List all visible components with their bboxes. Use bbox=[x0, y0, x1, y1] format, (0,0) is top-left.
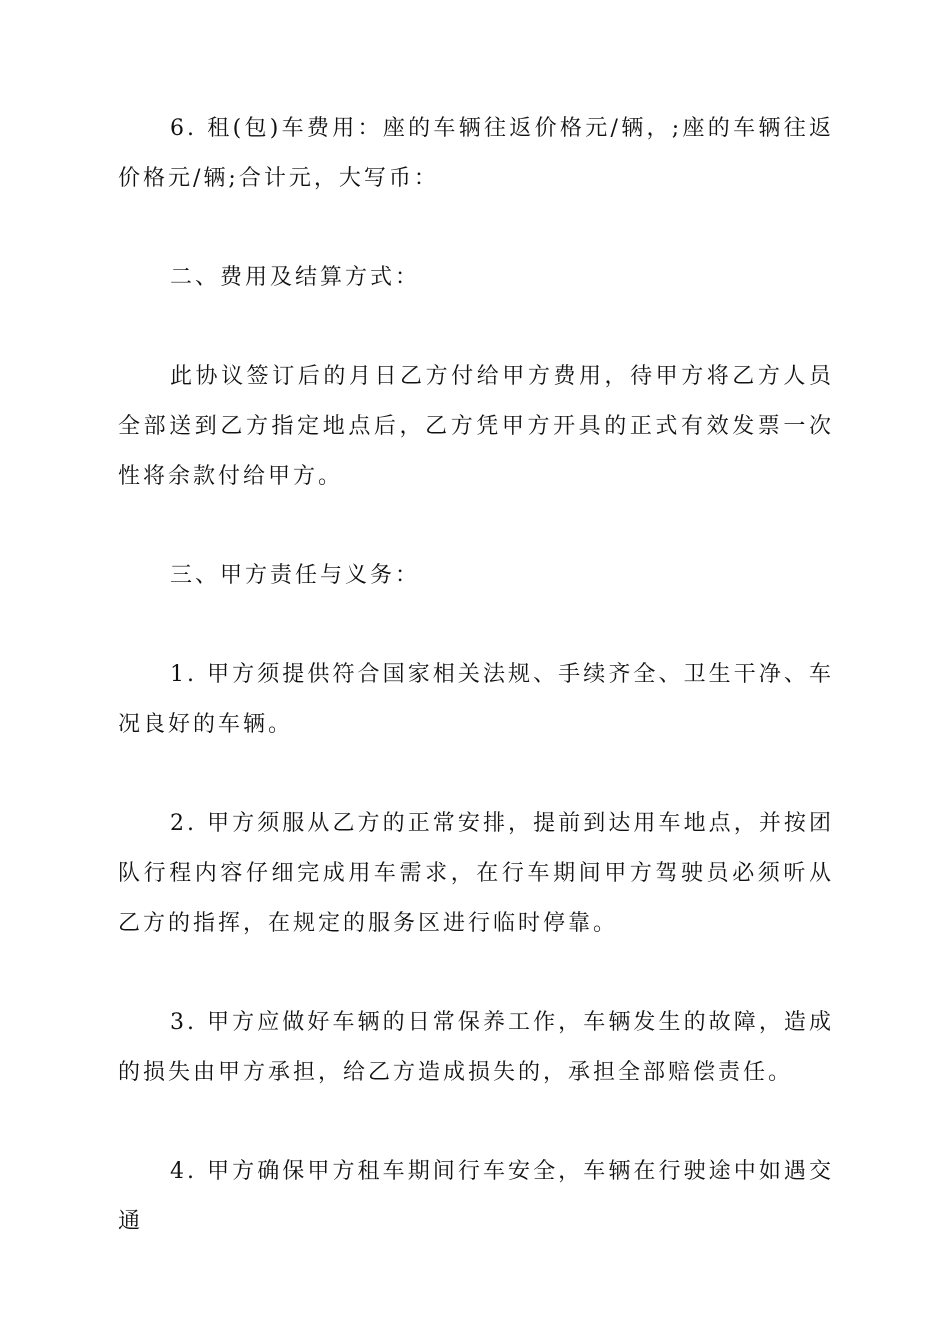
heading-party-a-duties: 三、甲方责任与义务： bbox=[170, 563, 421, 588]
paragraph-clause-4: 4. 甲方确保甲方租车期间行车安全，车辆在行驶途中如遇交通 bbox=[118, 1159, 834, 1234]
heading-fees-settlement: 二、费用及结算方式： bbox=[170, 265, 421, 290]
paragraph-clause-2: 2. 甲方须服从乙方的正常安排，提前到达用车地点，并按团队行程内容仔细完成用车需求，在行车期间甲方驾驶员必须听从乙方的指挥，在规定的服务区进行临时停靠。 bbox=[118, 811, 834, 936]
paragraph-rental-fee: 6. 租(包)车费用：座的车辆往返价格元/辆，;座的车辆往返价格元/辆;合计元，大写币： bbox=[118, 116, 834, 191]
paragraph-clause-3: 3. 甲方应做好车辆的日常保养工作，车辆发生的故障，造成的损失由甲方承担，给乙方造成损失的，承担全部赔偿责任。 bbox=[118, 1010, 834, 1085]
paragraph-clause-1: 1. 甲方须提供符合国家相关法规、手续齐全、卫生干净、车况良好的车辆。 bbox=[118, 662, 834, 737]
paragraph-payment-terms: 此协议签订后的月日乙方付给甲方费用，待甲方将乙方人员全部送到乙方指定地点后，乙方凭甲方开具的正式有效发票一次性将余款付给甲方。 bbox=[118, 364, 834, 489]
